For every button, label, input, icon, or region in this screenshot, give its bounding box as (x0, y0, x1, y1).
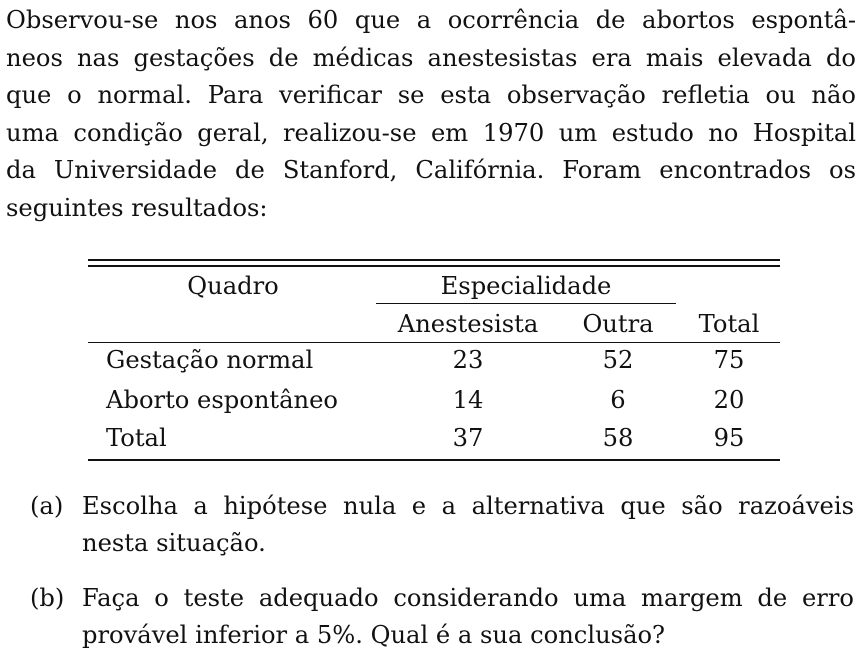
cell-total-anestesista: 37 (452, 424, 484, 452)
header-outra: Outra (582, 310, 654, 338)
cell-gestacao-anestesista: 23 (452, 346, 484, 374)
question-a-line-2: nesta situação. (82, 529, 266, 557)
header-especialidade: Especialidade (440, 272, 612, 300)
header-anestesista: Anestesista (397, 310, 539, 338)
row-label-total: Total (106, 424, 167, 452)
header-quadro: Quadro (187, 272, 279, 300)
question-b-line-1: Faça o teste adequado considerando uma margem de erro (82, 584, 854, 612)
intro-paragraph (6, 2, 856, 227)
question-a-text (82, 488, 854, 562)
question-b-line-2: provável inferior a 5%. Qual é a sua conclusão? (82, 621, 666, 649)
cell-aborto-anestesista: 14 (452, 386, 484, 414)
cell-aborto-total: 20 (713, 386, 745, 414)
intro-line-1: Observou-se nos anos 60 que a ocorrência de abortos espontâ- (6, 6, 856, 34)
cell-gestacao-total: 75 (713, 346, 745, 374)
intro-line-2: neos nas gestações de médicas anestesistas era mais elevada do (6, 43, 856, 72)
intro-line-3: que o normal. Para verificar se esta observação refletia ou não (6, 81, 856, 109)
table-top-rule-second (88, 265, 780, 267)
table-top-rule (88, 259, 780, 261)
header-total: Total (698, 310, 760, 338)
table-bottom-rule (88, 459, 780, 461)
question-a-line-1: Escolha a hipótese nula e a alternativa que são razoáveis (82, 492, 854, 520)
intro-line-6: seguintes resultados: (6, 193, 268, 222)
question-b-text (82, 580, 854, 654)
intro-line-4: uma condição geral, realizou-se em 1970 um estudo no Hospital (6, 118, 856, 147)
cell-total-outra: 58 (602, 424, 634, 452)
cell-total-total: 95 (713, 424, 745, 452)
row-label-gestacao-normal: Gestação normal (106, 346, 314, 374)
cell-gestacao-outra: 52 (602, 346, 634, 374)
table-mid-rule (88, 342, 780, 343)
question-a-marker: (a) (30, 492, 64, 520)
row-label-aborto-espontaneo: Aborto espontâneo (106, 386, 338, 414)
question-b-marker: (b) (30, 584, 65, 612)
cell-aborto-outra: 6 (610, 386, 626, 414)
especialidade-rule (376, 303, 676, 304)
intro-line-5: da Universidade de Stanford, Califórnia. Foram encontrados os (6, 156, 856, 184)
